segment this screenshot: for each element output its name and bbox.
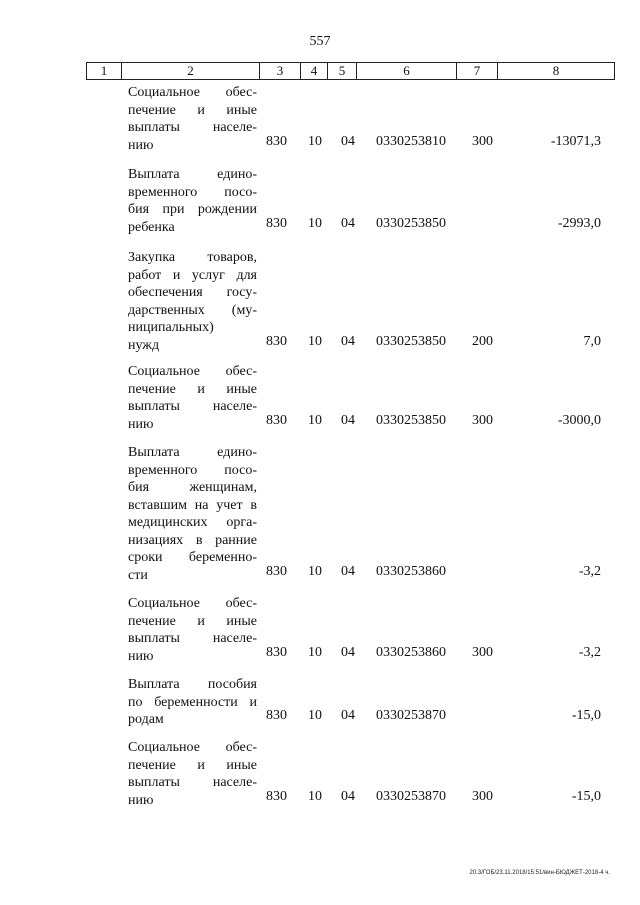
description-line: временного посо-	[128, 462, 257, 478]
description-line: Выплата едино-	[128, 445, 257, 460]
description-line: родам	[128, 712, 164, 727]
cell-col-6: 0330253860	[376, 563, 446, 579]
footer-stamp: 20.3/ГОБ/23.11.2018/15:51/вин-БЮДЖЕТ-2018-4 ч.	[469, 870, 610, 876]
row-description	[128, 676, 257, 729]
description-line: Социальное обес-	[128, 740, 257, 755]
cell-col-8: -3,2	[578, 644, 601, 660]
description-line: печение и иные	[128, 102, 257, 118]
cell-col-5: 04	[341, 788, 355, 804]
description-line: обеспечения госу-	[128, 285, 257, 300]
cell-col-7: 300	[472, 644, 493, 660]
cell-col-6: 0330253810	[376, 133, 446, 149]
description-line: Социальное обес-	[128, 596, 257, 611]
cell-col-4: 10	[308, 333, 322, 349]
row-description	[128, 444, 257, 584]
description-line: медицинских орга-	[128, 515, 257, 530]
cell-col-4: 10	[308, 563, 322, 579]
description-line: работ и услуг для	[128, 267, 257, 283]
cell-col-8: -2993,0	[557, 215, 601, 231]
header-col-8: 8	[498, 63, 615, 80]
row-description	[128, 739, 257, 809]
description-line: бия при рождении	[128, 202, 257, 217]
cell-col-4: 10	[308, 708, 322, 723]
description-line: вставшим на учет в	[128, 497, 257, 513]
cell-col-5: 04	[341, 215, 355, 231]
header-col-4: 4	[301, 63, 328, 80]
header-col-7: 7	[457, 63, 498, 80]
cell-col-3: 830	[266, 215, 287, 231]
header-col-1: 1	[87, 63, 122, 80]
description-line: ниципальных)	[128, 320, 214, 335]
description-line: сти	[128, 567, 148, 583]
description-line: временного посо-	[128, 184, 257, 200]
description-line: выплаты населе-	[128, 775, 257, 790]
cell-col-5: 04	[341, 644, 355, 660]
cell-col-7: 300	[472, 412, 493, 428]
row-description	[128, 363, 257, 433]
cell-col-7: 300	[472, 788, 493, 804]
row-description	[128, 249, 257, 354]
cell-col-8: 7,0	[583, 333, 601, 349]
cell-col-3: 830	[266, 412, 287, 428]
row-description	[128, 166, 257, 236]
page-number: 557	[309, 34, 331, 49]
header-col-5: 5	[328, 63, 357, 80]
description-line: нию	[128, 416, 154, 432]
header-col-6: 6	[357, 63, 457, 80]
cell-col-6: 0330253850	[376, 215, 446, 231]
description-line: ребенка	[128, 219, 175, 235]
cell-col-5: 04	[341, 708, 355, 723]
cell-col-3: 830	[266, 563, 287, 579]
cell-col-4: 10	[308, 412, 322, 428]
description-line: Социальное обес-	[128, 85, 257, 100]
description-line: выплаты населе-	[128, 399, 257, 414]
description-line: по беременности и	[128, 694, 257, 710]
description-line: нию	[128, 792, 154, 808]
cell-col-8: -15,0	[571, 788, 601, 804]
cell-col-5: 04	[341, 133, 355, 149]
cell-col-7: 200	[472, 333, 493, 349]
description-line: нию	[128, 137, 154, 153]
cell-col-5: 04	[341, 333, 355, 349]
row-description	[128, 595, 257, 665]
cell-col-6: 0330253850	[376, 412, 446, 428]
cell-col-8: -13071,3	[550, 133, 601, 149]
cell-col-3: 830	[266, 644, 287, 660]
cell-col-4: 10	[308, 215, 322, 231]
cell-col-8: -15,0	[571, 708, 601, 723]
cell-col-4: 10	[308, 133, 322, 149]
description-line: дарственных (му-	[128, 302, 257, 318]
description-line: низациях в ранние	[128, 532, 257, 548]
cell-col-6: 0330253860	[376, 644, 446, 660]
description-line: печение и иные	[128, 757, 257, 773]
description-line: нужд	[128, 337, 160, 353]
cell-col-3: 830	[266, 333, 287, 349]
description-line: печение и иные	[128, 613, 257, 629]
description-line: нию	[128, 648, 154, 664]
cell-col-5: 04	[341, 563, 355, 579]
cell-col-4: 10	[308, 788, 322, 804]
description-line: бия женщинам,	[128, 480, 257, 495]
cell-col-6: 0330253870	[376, 788, 446, 804]
cell-col-3: 830	[266, 708, 287, 723]
cell-col-8: -3000,0	[557, 412, 601, 428]
cell-col-8: -3,2	[578, 563, 601, 579]
row-description	[128, 84, 257, 154]
cell-col-3: 830	[266, 788, 287, 804]
description-line: сроки беременно-	[128, 550, 257, 565]
description-line: Выплата едино-	[128, 167, 257, 182]
description-line: Социальное обес-	[128, 364, 257, 379]
description-line: печение и иные	[128, 381, 257, 397]
description-line: выплаты населе-	[128, 631, 257, 646]
description-line: выплаты населе-	[128, 120, 257, 135]
cell-col-5: 04	[341, 412, 355, 428]
cell-col-4: 10	[308, 644, 322, 660]
header-col-2: 2	[122, 63, 260, 80]
cell-col-6: 0330253870	[376, 708, 446, 723]
header-col-3: 3	[260, 63, 301, 80]
cell-col-7: 300	[472, 133, 493, 149]
description-line: Выплата пособия	[128, 677, 257, 692]
cell-col-3: 830	[266, 133, 287, 149]
cell-col-6: 0330253850	[376, 333, 446, 349]
description-line: Закупка товаров,	[128, 250, 257, 265]
